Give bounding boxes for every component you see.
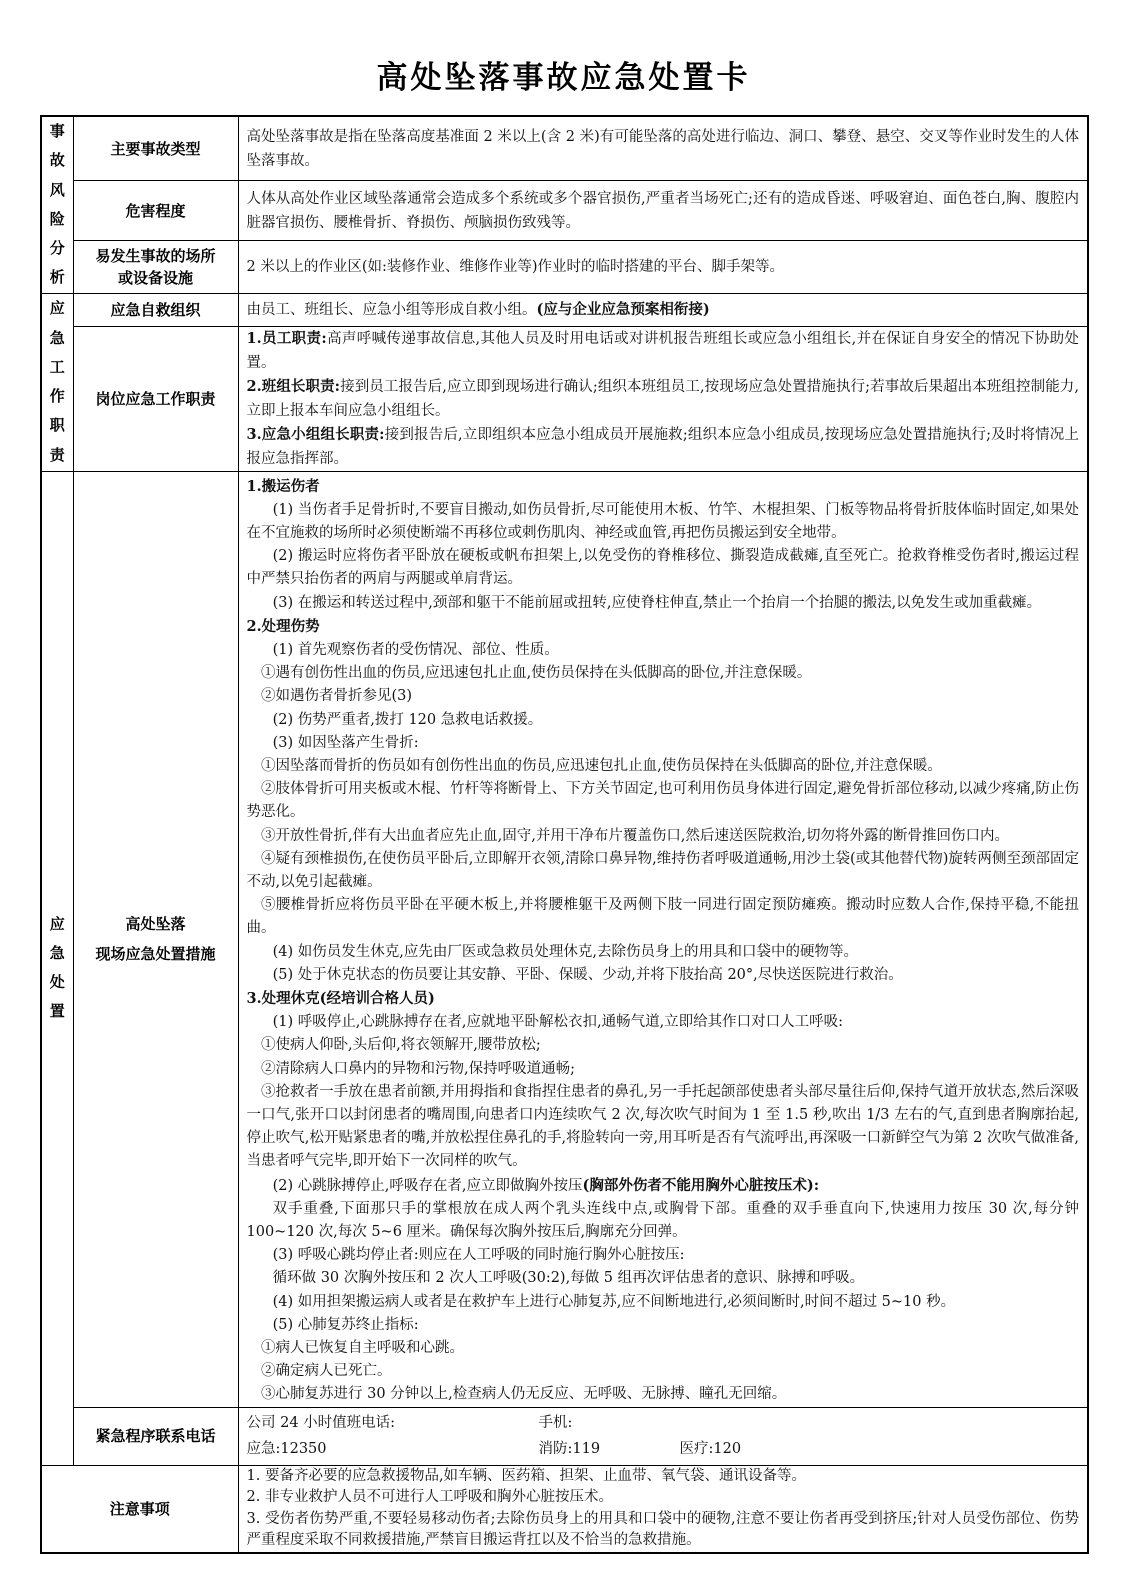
group-cell-risk-analysis <box>41 116 73 293</box>
label-prone-places: 易发生事故的场所或设备设施 <box>95 246 216 287</box>
label-cell-self-rescue-org: 应急自救组织 <box>73 293 238 326</box>
label-onsite-measures-line1: 高处坠落 <box>125 915 186 934</box>
paragraph <box>247 709 1080 732</box>
text-run: 2.处理伤势 <box>246 617 320 635</box>
text-run: ①病人已恢复自主呼吸和心跳。 <box>261 1340 464 1357</box>
text-run: ③开放性骨折,伴有大出血者应先止血,固守,并用干净布片覆盖伤口,然后速送医院救治,切勿将外露的断骨推回伤口内。 <box>261 827 1010 844</box>
paragraph <box>247 1337 1080 1360</box>
paragraph <box>247 1383 1080 1406</box>
paragraph <box>247 732 1080 755</box>
text-run: (5) 心肺复苏终止指标: <box>272 1316 419 1333</box>
text-run: 由员工、班组长、应急小组等形成自救小组。 <box>246 301 537 318</box>
text-run: ③心肺复苏进行 30 分钟以上,检查病人仍无反应、无呼吸、无脉搏、瞳孔无回缩。 <box>261 1386 787 1403</box>
paragraph <box>247 848 1080 894</box>
paragraph <box>247 1011 1080 1034</box>
text-run: ④疑有颈椎损伤,在使伤员平卧后,立即解开衣领,清除口鼻异物,维持伤者呼吸道通畅,用沙土袋(或其他替代物)旋转两侧至颈部固定不动,以免引起截瘫。 <box>246 850 1079 890</box>
paragraph <box>247 1081 1080 1174</box>
text-run: ②肢体骨折可用夹板或木棍、竹杆等将断骨上、下方关节固定,也可利用伤员身体进行固定,避免骨折部位移动,以减少疼痛,防止伤势恶化。 <box>246 781 1079 821</box>
text-run: ⑤腰椎骨折应将伤员平卧在平硬木板上,并将腰椎躯干及两侧下肢一同进行固定预防瘫痪。搬动时应数人合作,保持平稳,不能扭曲。 <box>246 897 1079 937</box>
paragraph <box>247 778 1080 824</box>
text-run: 1.搬运伤者 <box>246 477 320 495</box>
paragraph <box>247 1291 1080 1314</box>
table-row <box>41 293 1088 326</box>
paragraph <box>247 423 1080 471</box>
text-run: (4) 如伤员发生休克,应先由厂医或急救员处理休克,去除伤员身上的用具和口袋中的硬物等。 <box>272 943 858 960</box>
content-cell-emergency-contacts <box>238 1407 1088 1465</box>
paragraph <box>247 615 1080 639</box>
paragraph <box>247 545 1080 591</box>
paragraph <box>247 987 1080 1011</box>
label-onsite-measures-line2: 现场应急处置措施 <box>95 945 216 964</box>
text-run: 2. 非专业救护人员不可进行人工呼吸和胸外心脏按压术。 <box>246 1489 613 1506</box>
text-run: 双手重叠,下面那只手的掌根放在成人两个乳头连线中点,或胸骨下部。重叠的双手垂直向下,快速用力按压 30 次,每分钟 100~120 次,每次 5~6 厘米。确保每次胸外按压后,胸廓充分回弹。 <box>246 1200 1079 1240</box>
paragraph <box>247 1174 1080 1198</box>
group-label-emergency-duty: 应急工作职责 <box>49 299 65 464</box>
group-cell-emergency-duty <box>41 293 73 471</box>
text-run: (2) 心跳脉搏停止,呼吸存在者,应立即做胸外按压 <box>272 1177 583 1194</box>
text-run: (1) 首先观察伤者的受伤情况、部位、性质。 <box>272 641 559 658</box>
phone-grid <box>247 1413 1080 1459</box>
content-cell-onsite-measures <box>238 471 1088 1407</box>
paragraph <box>247 894 1080 940</box>
content-cell-post-duty <box>238 326 1088 471</box>
phone-medical: 医疗:120 <box>679 1441 742 1458</box>
label-cell-emergency-contacts: 紧急程序联系电话 <box>73 1407 238 1465</box>
content-cell-accident-type: 高处坠落事故是指在坠落高度基准面 2 米以上(含 2 米)有可能坠落的高处进行临边、洞口、攀登、悬空、交叉等作业时发生的人体坠落事故。 <box>238 116 1088 181</box>
text-run: 1.员工职责: <box>246 329 327 347</box>
text-run: ②清除病人口鼻内的异物和污物,保持呼吸道通畅; <box>261 1060 575 1077</box>
text-run: (3) 如因坠落产生骨折: <box>272 734 419 751</box>
paragraph <box>247 499 1080 545</box>
phone-fire: 消防:119 <box>538 1441 601 1458</box>
group-label-risk-analysis: 事故风险分析 <box>49 122 65 287</box>
paragraph <box>247 639 1080 662</box>
paragraph <box>247 685 1080 708</box>
content-cell-harm-degree: 人体从高处作业区域坠落通常会造成多个系统或多个器官损伤,严重者当场死亡;还有的造成昏迷、呼吸窘迫、面色苍白,胸、腹腔内脏器官损伤、腰椎骨折、脊损伤、颅脑损伤致残等。 <box>238 181 1088 241</box>
text-run: ③抢救者一手放在患者前额,并用拇指和食指捏住患者的鼻孔,另一手托起颌部使患者头部尽量往后仰,保持气道开放状态,然后深吸一口气,张开口以封闭患者的嘴周围,向患者口内连续吹气 2 次,每次吹气时间为 1 至 1.5 秒,吹出 1/3 左右的气,直到患者胸廓抬起,停止吹气,松开贴紧患者的嘴,并放松捏住鼻孔的手,将脸转向一旁,用耳听是否有气流呼出,再深吸一口新鲜空气为第 2 次吹气做准备,当患者呼气完毕,即开始下一次同样的吹气。 <box>246 1083 1079 1170</box>
label-cell-notes: 注意事项 <box>41 1465 238 1553</box>
phone-company-duty: 公司 24 小时值班电话: <box>246 1415 396 1432</box>
group-label-emergency-response: 应急处置 <box>49 914 65 1021</box>
paragraph <box>247 964 1080 987</box>
paragraph <box>247 1314 1080 1337</box>
paragraph <box>247 662 1080 685</box>
text-run: (4) 如用担架搬运病人或者是在救护车上进行心肺复苏,应不间断地进行,必须间断时,时间不超过 5~10 秒。 <box>272 1293 956 1310</box>
paragraph <box>247 1198 1080 1244</box>
phone-spacer <box>680 1413 1080 1433</box>
text-run: 3. 受伤者伤势严重,不要轻易移动伤者;去除伤员身上的用具和口袋中的硬物,注意不要让伤者再受到挤压;针对人员受伤部位、伤势严重程度采取不同救援措施,严禁盲目搬运背扛以及不恰当的急救措施。 <box>246 1510 1079 1549</box>
label-cell-onsite-measures <box>73 471 238 1407</box>
text-run: (1) 呼吸停止,心跳脉搏存在者,应就地平卧解松衣扣,通畅气道,立即给其作口对口人工呼吸: <box>272 1014 844 1031</box>
text-run: (1) 当伤者手足骨折时,不要盲目搬动,如伤员骨折,尽可能使用木板、竹竿、木棍担架、门板等物品将骨折肢体临时固定,如果处在不宜施救的场所时必须使断端不再移位或刺伤肌肉、神经或血管,再把伤员搬运到安全地带。 <box>246 501 1079 541</box>
paragraph <box>247 1360 1080 1383</box>
paragraph <box>247 1466 1080 1488</box>
paragraph <box>247 592 1080 615</box>
group-cell-emergency-response <box>41 471 73 1465</box>
text-run: 3.应急小组组长职责: <box>246 425 385 443</box>
content-cell-prone-places: 2 米以上的作业区(如:装修作业、维修作业等)作业时的临时搭建的平台、脚手架等。 <box>238 240 1088 293</box>
paragraph <box>247 1267 1080 1290</box>
paragraph <box>247 1244 1080 1267</box>
text-run: (胸部外伤者不能用胸外心脏按压术): <box>582 1176 820 1194</box>
text-run: ①使病人仰卧,头后仰,将衣领解开,腰带放松; <box>261 1037 541 1054</box>
text-run: (3) 在搬运和转送过程中,颈部和躯干不能前屈或扭转,应使脊柱伸直,禁止一个抬肩一个抬腿的搬法,以免发生或加重截瘫。 <box>272 594 1042 611</box>
text-run: ①遇有创伤性出血的伤员,应迅速包扎止血,使伤员保持在头低脚高的卧位,并注意保暖。 <box>261 665 812 682</box>
page-title: 高处坠落事故应急处置卡 <box>376 60 751 96</box>
text-run: 高声呼喊传递事故信息,其他人员及时用电话或对讲机报告班组长或应急小组组长,并在保证自身安全的情况下协助处置。 <box>246 330 1079 371</box>
table-row <box>41 116 1088 181</box>
content-cell-self-rescue-org <box>238 293 1088 326</box>
table-row <box>41 326 1088 471</box>
paragraph <box>247 825 1080 848</box>
table-row <box>41 181 1088 241</box>
paragraph <box>247 1034 1080 1057</box>
content-cell-notes <box>238 1465 1088 1553</box>
paragraph <box>247 327 1080 375</box>
text-run: 2.班组长职责: <box>246 377 341 395</box>
table-row <box>41 240 1088 293</box>
table-row <box>41 1407 1088 1465</box>
text-run: (2) 伤势严重者,拨打 120 急救电话救援。 <box>272 711 543 728</box>
phone-emergency: 应急:12350 <box>246 1441 327 1458</box>
paragraph <box>247 941 1080 964</box>
text-run: 接到报告后,立即组织本应急小组成员开展施救;组织本应急小组成员,按现场应急处置措施执行;及时将情况上报应急指挥部。 <box>246 426 1079 467</box>
table-row <box>41 1465 1088 1553</box>
text-run: 3.处理休克(经培训合格人员) <box>246 989 435 1007</box>
text-run: (2) 搬运时应将伤者平卧放在硬板或帆布担架上,以免受伤的脊椎移位、撕裂造成截瘫,直至死亡。抢救脊椎受伤者时,搬运过程中严禁只抬伤者的两肩与两腿或单肩背运。 <box>246 548 1079 588</box>
text-run: ②如遇伤者骨折参见(3) <box>261 688 413 705</box>
paragraph <box>247 1509 1080 1552</box>
text-run: 循环做 30 次胸外按压和 2 次人工呼吸(30:2),每做 5 组再次评估患者的意识、脉搏和呼吸。 <box>272 1270 865 1287</box>
paragraph <box>247 755 1080 778</box>
paragraph <box>247 375 1080 423</box>
text-run: 接到员工报告后,应立即到现场进行确认;组织本班组员工,按现场应急处置措施执行;若事故后果超出本班组控制能力,立即上报本车间应急小组组长。 <box>246 378 1079 419</box>
label-cell-harm-degree: 危害程度 <box>73 181 238 241</box>
text-run: (3) 呼吸心跳均停止者:则应在人工呼吸的同时施行胸外心脏按压: <box>272 1247 685 1264</box>
emergency-card-table <box>40 115 1089 1554</box>
text-run: ②确定病人已死亡。 <box>261 1363 392 1380</box>
label-cell-prone-places <box>73 240 238 293</box>
text-run: 1. 要备齐必要的应急救援物品,如车辆、医药箱、担架、止血带、氧气袋、通讯设备等。 <box>246 1467 807 1484</box>
phone-mobile: 手机: <box>538 1415 573 1432</box>
text-run: (5) 处于休克状态的伤员要让其安静、平卧、保暖、少动,并将下肢抬高 20°,尽快送医院进行救治。 <box>272 966 903 983</box>
text-run: ①因坠落而骨折的伤员如有创伤性出血的伤员,应迅速包扎止血,使伤员保持在头低脚高的卧位,并注意保暖。 <box>261 757 942 774</box>
paragraph <box>247 475 1080 499</box>
label-cell-accident-type: 主要事故类型 <box>73 116 238 181</box>
paragraph <box>247 1487 1080 1509</box>
text-run: (应与企业应急预案相衔接) <box>536 300 710 318</box>
label-cell-post-duty: 岗位应急工作职责 <box>73 326 238 471</box>
paragraph <box>247 1058 1080 1081</box>
table-row <box>41 471 1088 1407</box>
